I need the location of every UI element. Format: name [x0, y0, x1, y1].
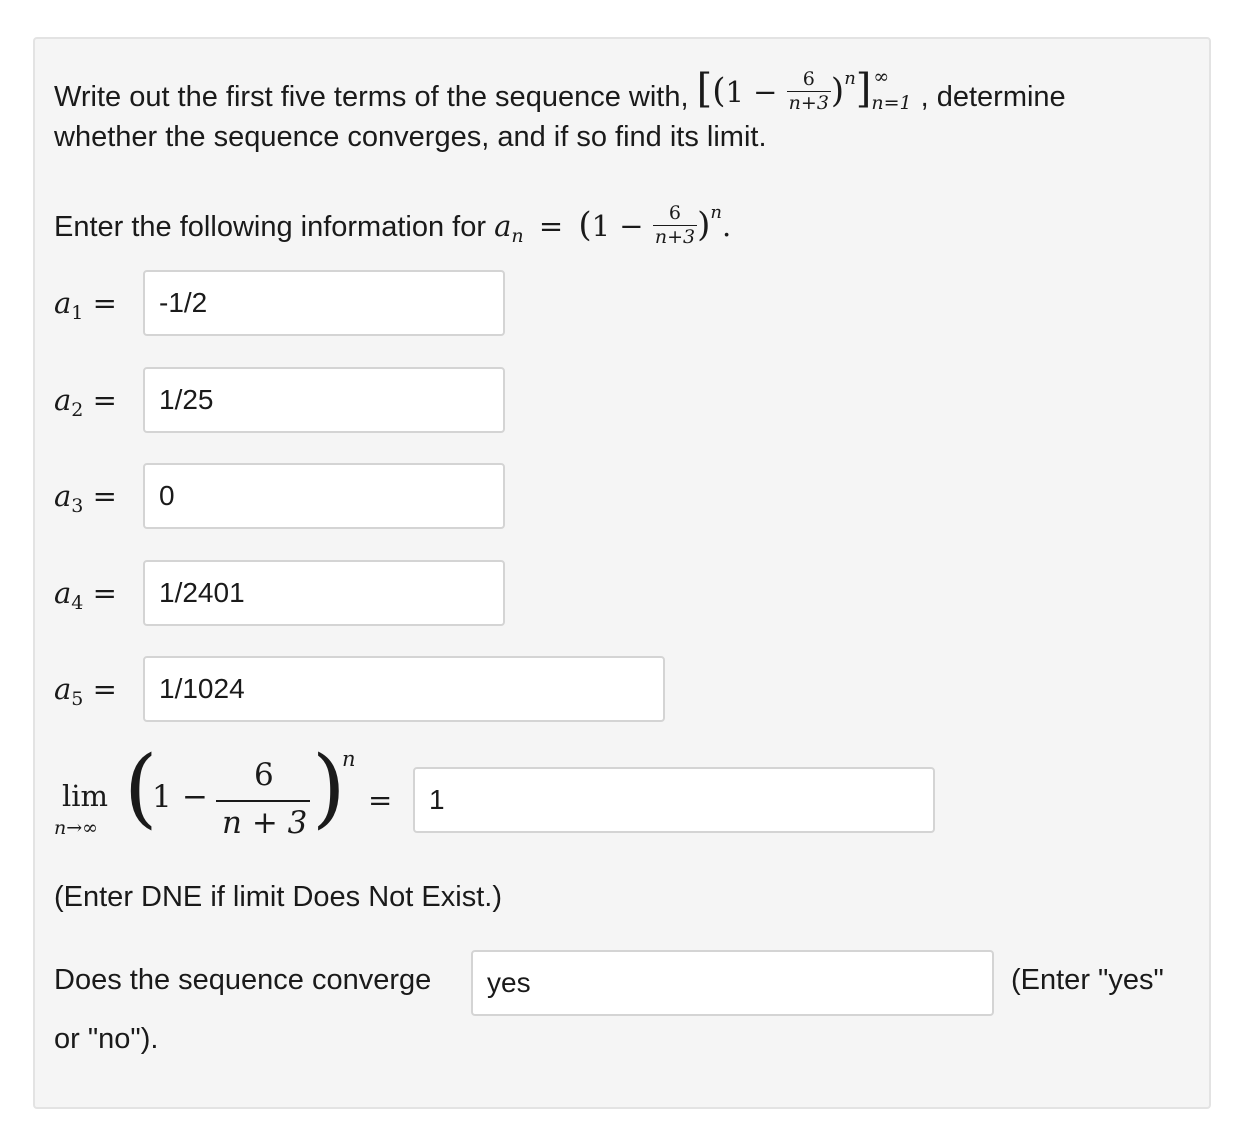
- term-input-a2[interactable]: [143, 367, 505, 433]
- term-label-a2: $a_2$ =: [54, 383, 117, 421]
- limit-input[interactable]: [413, 767, 935, 833]
- term-input-a3[interactable]: [143, 463, 505, 529]
- an-definition: $a_n = (1$ − $\frac{6}{n+3}$ )$^n$.: [494, 201, 732, 248]
- dne-note: (Enter DNE if limit Does Not Exist.): [54, 881, 502, 913]
- term-input-a1[interactable]: [143, 270, 505, 336]
- question-intro-line2: whether the sequence converges, and if so find its limit.: [54, 121, 767, 153]
- limit-expression: lim n→∞ ( 1 − 6 n + 3 ) n =: [54, 738, 393, 841]
- term-label-a3: $a_3$ =: [54, 479, 117, 517]
- question-intro-suffix: , determine: [920, 81, 1066, 113]
- term-label-a4: $a_4$ =: [54, 576, 117, 614]
- term-input-a4[interactable]: [143, 560, 505, 626]
- converge-hint-part1: (Enter "yes": [1011, 964, 1164, 996]
- enter-info-line: [54, 196, 731, 253]
- fraction-6-over-n-plus-3: $\frac{6}{n+3}$: [788, 67, 829, 114]
- fraction-6-over-n-plus-3-def: $\frac{6}{n+3}$: [654, 201, 696, 248]
- term-label-a5: $a_5$ =: [54, 672, 117, 710]
- enter-info-text: Enter the following information for: [54, 211, 486, 243]
- term-input-a5[interactable]: [143, 656, 665, 722]
- question-intro-text: Write out the first five terms of the sequence with,: [54, 81, 689, 113]
- converge-input[interactable]: [471, 950, 994, 1016]
- sequence-notation: [(1 − $\frac{6}{n+3}$ )$^n$] ∞ n=1: [696, 66, 912, 114]
- converge-hint-part2: or "no").: [54, 1023, 159, 1055]
- converge-label: Does the sequence converge: [54, 964, 432, 996]
- question-intro-line1: [54, 66, 1066, 117]
- term-label-a1: $a_1$ =: [54, 286, 117, 324]
